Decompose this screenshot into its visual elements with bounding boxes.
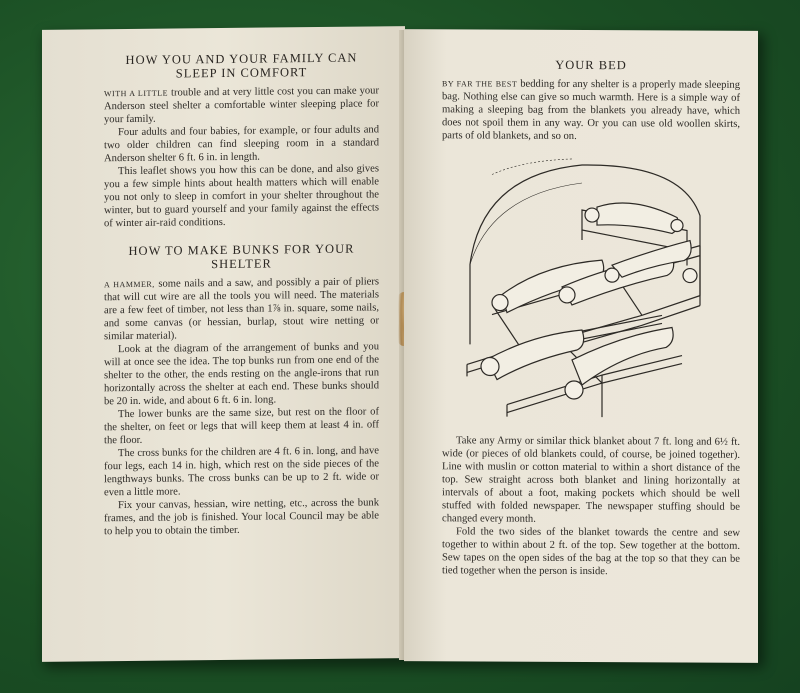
paragraph: Look at the diagram of the arrangement of bunks and you will at once see the idea. The top bunks run from one end of the shelter to the other, the ends resting on the angle-irons that run horizontally across the shelter at each end. These bunks should be 20 in. wide, and about 6 ft. 6 in. long. — [104, 341, 379, 408]
shelter-bunks-drawing — [462, 154, 712, 423]
left-page — [42, 26, 405, 662]
paragraph: Four adults and four babies, for example, or four adults and two older children can find sleeping room in a standard Anderson shelter 6 ft. 6 in. in length. — [104, 124, 379, 165]
paragraph: The lower bunks are the same size, but rest on the floor of the shelter, on feet or legs that will keep them at least 4 in. off the floor. — [104, 406, 379, 447]
paragraph: A HAMMER, some nails and a saw, and possibly a pair of pliers that will cut wire are all the tools you will need. The materials are a few feet of timber, not less than 1⅞ in. square, some nails, and some canvas (or hessian, burlap, stout wire netting or similar material). — [104, 276, 379, 343]
paragraph: Take any Army or similar thick blanket about 7 ft. long and 6½ ft. wide (or pieces of old blankets could, of course, be joined together). Line with muslin or cotton material to within a short distance of the top. Sew straight across both blanket and lining horizontally at intervals of about a foot, making pockets which should be well stuffed with folded newspaper. The newspaper stuffing should be changed every month. — [442, 435, 740, 525]
paragraph: Fold the two sides of the blanket towards the centre and sew together to within about 2 ft. of the top. Sew together at the bottom. Sew tapes on the open sides of the bag at the top so that they can be tied together when the person is inside. — [442, 526, 740, 578]
right-page — [404, 29, 758, 663]
heading-your-bed: YOUR BED — [555, 57, 627, 73]
paragraph: The cross bunks for the children are 4 ft. 6 in. long, and have four legs, each 14 in. high, which rest on the side pieces of the lengthways bunks. The cross bunks can be up to 2 ft. wide or even a little more. — [104, 445, 379, 499]
paragraph: WITH A LITTLE trouble and at very little cost you can make your Anderson steel shelter a comfortable winter sleeping place for your family. — [104, 85, 379, 126]
heading-make-bunks: HOW TO MAKE BUNKS FOR YOUR SHELTER — [128, 241, 355, 272]
paragraph: This leaflet shows you how this can be done, and also gives you a few simple hints about health matters which will enable you not only to sleep in comfort in your shelter throughout the winter, but to guard yourself and your family against the effects of winter air-raid conditions. — [104, 163, 379, 230]
heading-sleep-in-comfort: HOW YOU AND YOUR FAMILY CAN SLEEP IN COMFORT — [125, 50, 358, 81]
paragraph: BY FAR THE BEST bedding for any shelter is a properly made sleeping bag. Nothing else can give so much warmth. Here is a simple way of making a sleeping bag from the blankets you already have, which does not spoil them in any way. Or you can use old woollen skirts, parts of old blankets, and so on. — [442, 78, 740, 142]
bunk-illustration — [442, 154, 740, 424]
paragraph: Fix your canvas, hessian, wire netting, etc., across the bunk frames, and the job is finished. Your local Council may be able to help you to obtain the timber. — [104, 497, 379, 538]
